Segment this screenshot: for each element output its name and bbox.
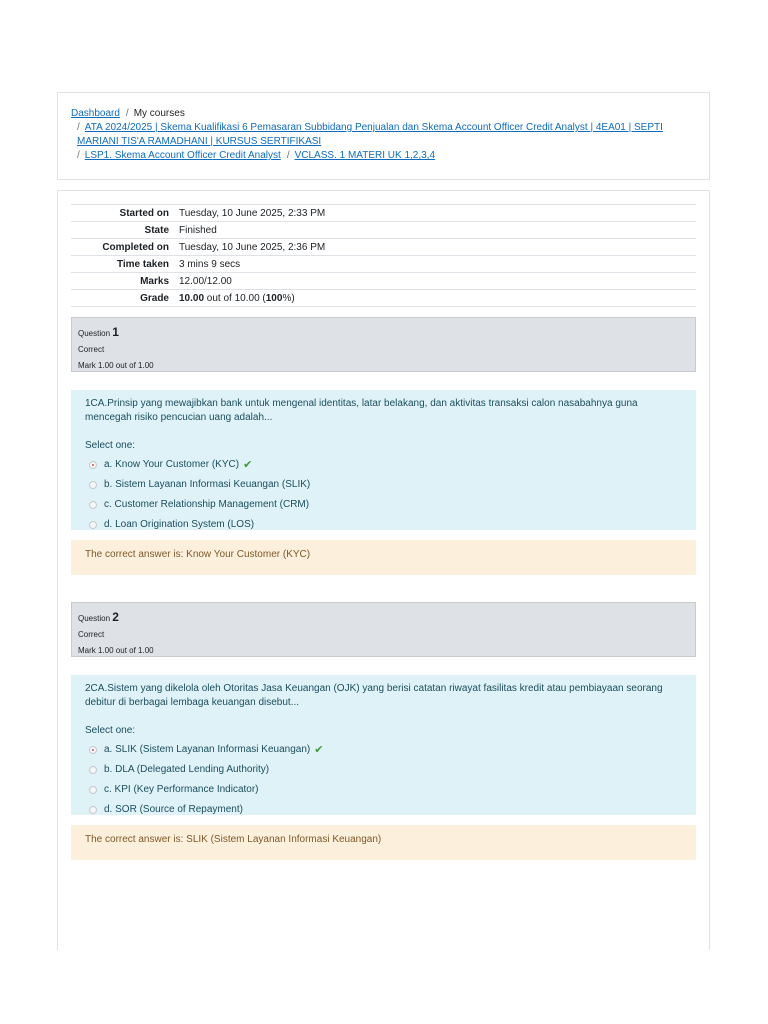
question-mark: Mark 1.00 out of 1.00 xyxy=(78,361,154,370)
answer-option[interactable] xyxy=(85,495,682,515)
question-number: 1 xyxy=(112,325,119,339)
breadcrumb-activity-link[interactable]: VCLASS. 1 MATERI UK 1,2,3,4 xyxy=(294,150,436,161)
breadcrumb-course-link[interactable]: ATA 2024/2025 | Skema Kualifikasi 6 Pemasaran Subbidang Penjualan dan Skema Account Officer Credit Analyst | 4EA01 | SEPTI xyxy=(84,122,663,133)
answer-option-label: d. SOR (Source of Repayment) xyxy=(104,804,243,815)
question-label: Question xyxy=(78,614,111,623)
radio-button[interactable] xyxy=(89,481,97,489)
breadcrumb-separator: / xyxy=(77,122,80,133)
attempt-summary-table xyxy=(71,204,696,307)
summary-row xyxy=(71,273,696,290)
breadcrumb-separator: / xyxy=(286,150,290,161)
summary-label: Time taken xyxy=(116,258,169,270)
question-mark: Mark 1.00 out of 1.00 xyxy=(78,646,154,655)
radio-button[interactable] xyxy=(89,501,97,509)
answer-option-label: c. KPI (Key Performance Indicator) xyxy=(104,784,259,795)
summary-label: Marks xyxy=(140,275,169,287)
summary-row xyxy=(71,239,696,256)
answer-option[interactable] xyxy=(85,515,682,535)
grade-value: 10.00 xyxy=(179,292,205,304)
correct-answer-feedback: The correct answer is: SLIK (Sistem Layanan Informasi Keuangan) xyxy=(71,825,696,860)
summary-label: State xyxy=(144,224,169,236)
question-info xyxy=(71,317,696,372)
summary-row xyxy=(71,205,696,222)
breadcrumb-separator: / xyxy=(77,150,80,161)
correct-answer-feedback: The correct answer is: Know Your Customer (KYC) xyxy=(71,540,696,575)
question-formulation xyxy=(71,675,696,815)
question-state: Correct xyxy=(78,345,105,354)
question-text: 1CA.Prinsip yang mewajibkan bank untuk mengenal identitas, latar belakang, dan aktivitas transaksi calon nasabahnya guna mencegah risiko pencucian uang adalah... xyxy=(85,398,638,423)
answer-option-label: a. Know Your Customer (KYC) xyxy=(104,459,240,470)
summary-label: Grade xyxy=(140,292,169,304)
answer-option-label: b. Sistem Layanan Informasi Keuangan (SLIK) xyxy=(104,479,311,490)
answer-option[interactable] xyxy=(85,475,682,495)
breadcrumb xyxy=(71,107,696,163)
summary-value: 3 mins 9 secs xyxy=(179,258,241,270)
summary-label: Completed on xyxy=(102,241,169,253)
correct-check-icon: ✔ xyxy=(314,744,324,756)
summary-value: Tuesday, 10 June 2025, 2:33 PM xyxy=(179,207,326,219)
summary-row xyxy=(71,222,696,239)
quiz-review-card xyxy=(57,190,710,950)
summary-value: Finished xyxy=(179,224,217,236)
question-state: Correct xyxy=(78,630,105,639)
answer-option[interactable] xyxy=(85,740,682,760)
question-block xyxy=(71,317,696,575)
summary-value: 12.00/12.00 xyxy=(179,275,232,287)
summary-value-grade xyxy=(179,290,696,307)
summary-row xyxy=(71,256,696,273)
breadcrumb-section-link[interactable]: LSP1. Skema Account Officer Credit Analyst xyxy=(84,150,281,161)
breadcrumb-my-courses: My courses xyxy=(133,108,185,119)
answer-option-label: d. Loan Origination System (LOS) xyxy=(104,519,255,530)
breadcrumb-course-link-cont[interactable]: MARIANI TIS'A RAMADHANI | KURSUS SERTIFIKASI xyxy=(77,136,322,147)
breadcrumb-separator: / xyxy=(125,108,129,119)
radio-button[interactable] xyxy=(89,806,97,814)
answer-option[interactable] xyxy=(85,455,682,475)
answer-options xyxy=(85,455,682,535)
breadcrumb-card xyxy=(57,92,710,180)
correct-check-icon: ✔ xyxy=(243,459,253,471)
radio-button[interactable] xyxy=(89,786,97,794)
question-info xyxy=(71,602,696,657)
question-formulation xyxy=(71,390,696,530)
radio-button-selected[interactable] xyxy=(89,461,97,469)
summary-value: Tuesday, 10 June 2025, 2:36 PM xyxy=(179,241,326,253)
radio-button-selected[interactable] xyxy=(89,746,97,754)
question-label: Question xyxy=(78,329,111,338)
grade-percent: 100 xyxy=(265,292,283,304)
question-block xyxy=(71,602,696,860)
answer-option-label: a. SLIK (Sistem Layanan Informasi Keuangan) xyxy=(104,744,311,755)
summary-label: Started on xyxy=(119,207,169,219)
summary-row xyxy=(71,290,696,307)
answer-option[interactable] xyxy=(85,780,682,800)
grade-percent-suffix: %) xyxy=(282,292,295,304)
radio-button[interactable] xyxy=(89,521,97,529)
select-one-prompt: Select one: xyxy=(85,440,136,451)
question-number: 2 xyxy=(112,610,119,624)
answer-option[interactable] xyxy=(85,760,682,780)
radio-button[interactable] xyxy=(89,766,97,774)
breadcrumb-dashboard-link[interactable]: Dashboard xyxy=(71,108,120,119)
answer-option[interactable] xyxy=(85,800,682,820)
grade-out-of: out of 10.00 ( xyxy=(204,292,266,304)
select-one-prompt: Select one: xyxy=(85,725,136,736)
answer-option-label: b. DLA (Delegated Lending Authority) xyxy=(104,764,270,775)
answer-option-label: c. Customer Relationship Management (CRM) xyxy=(104,499,310,510)
question-text: 2CA.Sistem yang dikelola oleh Otoritas Jasa Keuangan (OJK) yang berisi catatan riwayat fasilitas kredit atau pembiayaan seorang debitur di berbagai lembaga keuangan disebut... xyxy=(85,683,663,708)
answer-options xyxy=(85,740,682,820)
